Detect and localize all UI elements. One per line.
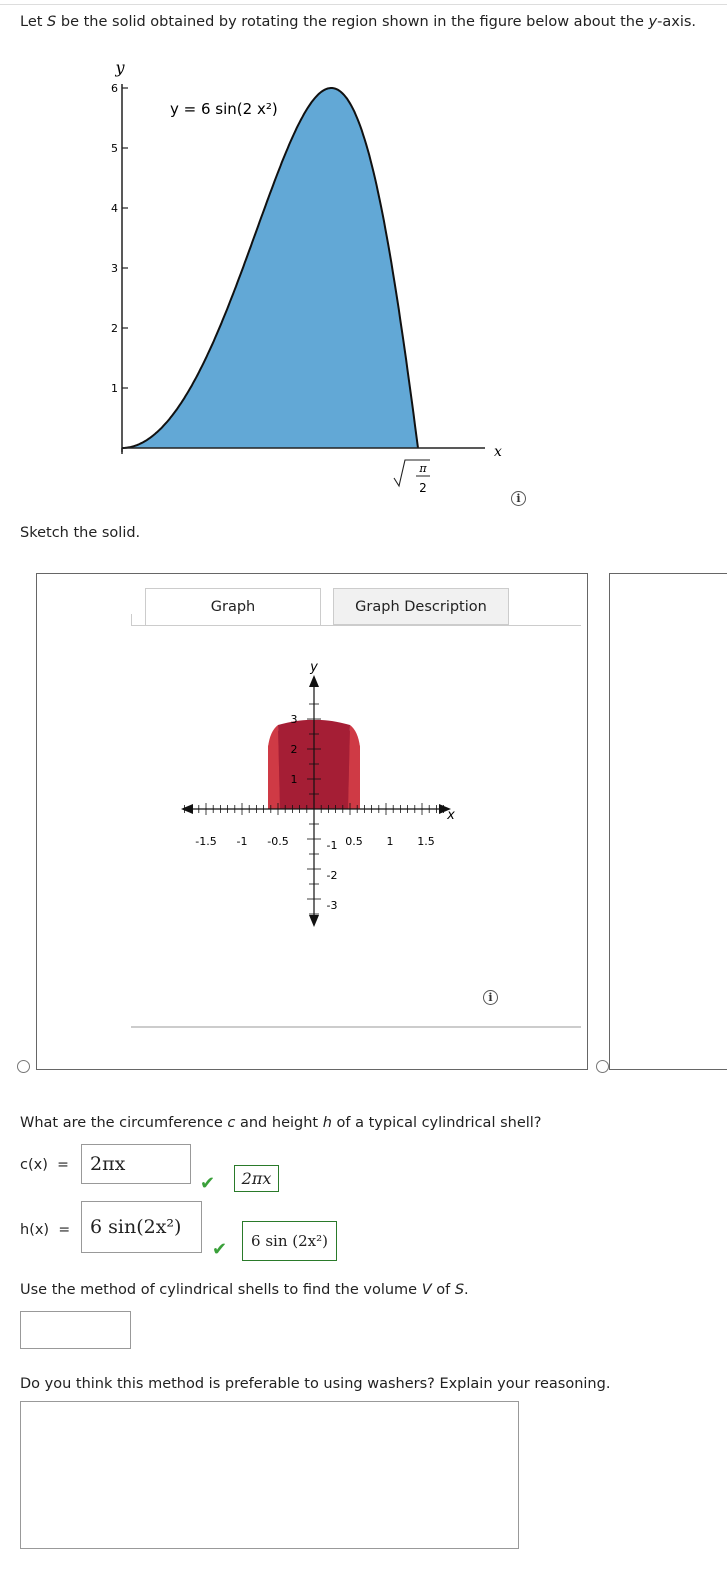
cx-input[interactable]: 2πx — [81, 1144, 191, 1184]
reasoning-question: Do you think this method is preferable to using washers? Explain your reasoning. — [20, 1376, 611, 1392]
tab-graph-description[interactable]: Graph Description — [333, 588, 509, 625]
x-arrow-left-icon — [181, 804, 193, 814]
y-tick-label: -1 — [326, 839, 338, 852]
y-tick-label: 2 — [111, 322, 118, 335]
solid-right-band — [348, 725, 360, 809]
x-tick-label: 0.5 — [345, 835, 363, 848]
hx-answer: 6 sin (2x²) — [242, 1221, 337, 1261]
tab-graph[interactable]: Graph — [145, 588, 321, 625]
y-axis-label: y — [115, 58, 125, 77]
resize-handle-left[interactable] — [17, 1060, 30, 1073]
y-tick-label: 3 — [111, 262, 118, 275]
x-tick-label: -1 — [236, 835, 248, 848]
y-tick-label: -2 — [326, 869, 338, 882]
cx-label: c(x) = — [20, 1157, 69, 1173]
resize-handle-right[interactable] — [596, 1060, 609, 1073]
cx-answer: 2πx — [234, 1165, 279, 1192]
x-tick-label: -0.5 — [267, 835, 289, 848]
y-tick-label: 6 — [111, 82, 118, 95]
curve-label: y = 6 sin(2 x²) — [170, 100, 278, 118]
y-tick-label: 2 — [290, 743, 298, 756]
y-tick-label: 1 — [111, 382, 118, 395]
x-axis-label: x — [494, 444, 502, 460]
x-tick-label: 1.5 — [417, 835, 435, 848]
region-figure — [100, 52, 540, 522]
solid-left-band — [268, 725, 280, 809]
y-tick-label: -3 — [326, 899, 338, 912]
root-label — [394, 460, 430, 495]
volume-input[interactable] — [20, 1311, 131, 1349]
sketch-label: Sketch the solid. — [20, 525, 141, 541]
graph-x-label: x — [447, 808, 455, 823]
volume-question: Use the method of cylindrical shells to find the volume V of S. — [20, 1282, 469, 1298]
x-tick-label: -1.5 — [195, 835, 217, 848]
y-tick-label: 3 — [290, 713, 298, 726]
info-icon[interactable]: i — [483, 990, 498, 1005]
correct-check-icon: ✔ — [212, 1239, 228, 1260]
svg-text:π: π — [419, 462, 427, 475]
y-tick-label: 5 — [111, 142, 118, 155]
solid-graph — [167, 659, 467, 939]
correct-check-icon: ✔ — [200, 1173, 216, 1194]
y-arrow-up-icon — [309, 675, 319, 687]
reasoning-textarea[interactable] — [20, 1401, 519, 1549]
y-arrow-down-icon — [309, 915, 319, 927]
shaded-region — [122, 88, 418, 448]
graph-y-label: y — [310, 660, 318, 675]
hx-label: h(x) = — [20, 1222, 71, 1238]
y-tick-label: 4 — [111, 202, 118, 215]
hx-input[interactable]: 6 sin(2x²) — [81, 1201, 202, 1253]
y-tick-label: 1 — [290, 773, 298, 786]
sketch-panel — [36, 573, 588, 1070]
svg-text:2: 2 — [419, 481, 427, 495]
top-divider — [0, 4, 727, 5]
panel-divider — [131, 1026, 581, 1028]
info-icon[interactable]: i — [511, 491, 526, 506]
problem-statement: Let S be the solid obtained by rotating the region shown in the figure below about the y-axis. — [20, 14, 697, 30]
x-tick-label: 1 — [386, 835, 394, 848]
next-panel — [609, 573, 727, 1070]
shell-question: What are the circumference c and height h of a typical cylindrical shell? — [20, 1115, 542, 1131]
tab-divider — [131, 625, 581, 626]
